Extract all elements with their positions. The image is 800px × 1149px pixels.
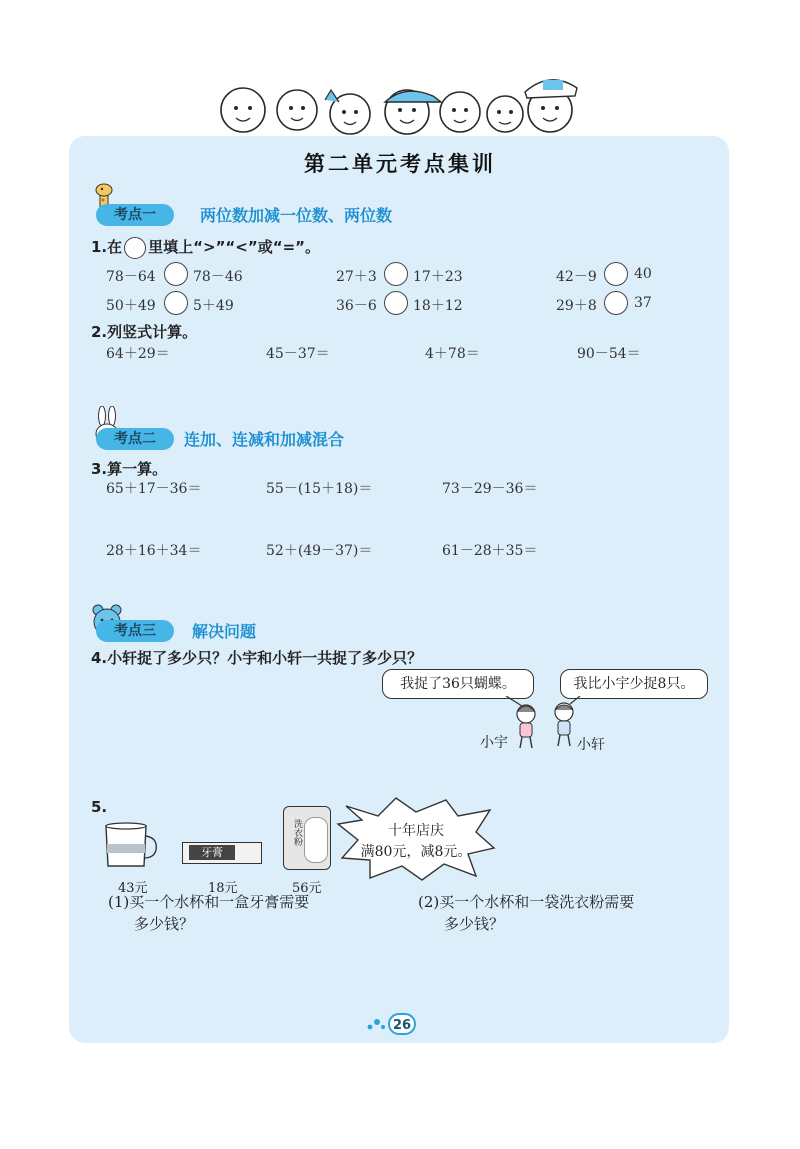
question-4: 4.小轩捉了多少只？小宇和小轩一共捉了多少只？ bbox=[91, 649, 423, 667]
question-3: 3.算一算。 bbox=[91, 460, 168, 478]
price-detergent: 56元 bbox=[292, 881, 322, 896]
page-number-dots-icon bbox=[366, 1016, 386, 1032]
subquestion-2-line-2: 多少钱？ bbox=[444, 915, 505, 933]
vertical-calc-3: 4＋78＝ bbox=[425, 346, 480, 362]
compare-left-3: 42－9 bbox=[556, 269, 597, 285]
answer-circle-3[interactable] bbox=[604, 262, 628, 286]
vertical-calc-1: 64＋29＝ bbox=[106, 346, 170, 362]
mixed-calc-4: 28＋16＋34＝ bbox=[106, 543, 202, 559]
section-header-2 bbox=[66, 424, 446, 454]
answer-circle-6[interactable] bbox=[604, 291, 628, 315]
toothpaste-box-illustration bbox=[182, 842, 262, 864]
price-cup: 43元 bbox=[118, 881, 148, 896]
compare-right-5: 18＋12 bbox=[413, 298, 463, 314]
vertical-calc-2: 45－37＝ bbox=[266, 346, 330, 362]
mixed-calc-6: 61－28＋35＝ bbox=[442, 543, 538, 559]
toothpaste-box-label: 牙膏 bbox=[189, 845, 235, 860]
compare-right-4: 5＋49 bbox=[193, 298, 234, 314]
section-header-1 bbox=[66, 200, 446, 230]
badge-kaodian-2: 考点二 bbox=[96, 428, 174, 450]
question-1 bbox=[91, 236, 320, 259]
name-label-xiaoxuan: 小轩 bbox=[577, 737, 605, 753]
detergent-bag-window bbox=[304, 817, 328, 863]
answer-circle-4[interactable] bbox=[164, 291, 188, 315]
mixed-calc-3: 73－29－36＝ bbox=[442, 481, 538, 497]
page-title: 第二单元考点集训 bbox=[304, 152, 496, 176]
compare-right-6: 37 bbox=[634, 295, 652, 311]
compare-left-5: 36－6 bbox=[336, 298, 377, 314]
compare-right-3: 40 bbox=[634, 266, 652, 282]
answer-circle-2[interactable] bbox=[384, 262, 408, 286]
question-1-suffix: 里填上“>”“<”或“=”。 bbox=[148, 238, 320, 256]
section-title-2: 连加、连减和加减混合 bbox=[184, 430, 345, 449]
speech-bubble-xiaoyu: 我捉了36只蝴蝶。 bbox=[382, 669, 534, 699]
subquestion-1-line-1: (1)买一个水杯和一盒牙膏需要 bbox=[108, 893, 310, 911]
vertical-calc-4: 90－54＝ bbox=[577, 346, 641, 362]
children-header-illustration bbox=[205, 62, 585, 142]
badge-kaodian-3: 考点三 bbox=[96, 620, 174, 642]
section-title-3: 解决问题 bbox=[192, 622, 257, 641]
promo-line-1: 十年店庆 bbox=[388, 823, 444, 839]
name-label-xiaoyu: 小宇 bbox=[480, 735, 508, 751]
compare-left-6: 29＋8 bbox=[556, 298, 597, 314]
compare-left-1: 78－64 bbox=[106, 269, 156, 285]
mixed-calc-1: 65＋17－36＝ bbox=[106, 481, 202, 497]
question-2: 2.列竖式计算。 bbox=[91, 323, 198, 341]
speech-bubble-xiaoxuan: 我比小宇少捉8只。 bbox=[560, 669, 708, 699]
question-1-prefix: 1.在 bbox=[91, 238, 123, 256]
compare-right-1: 78－46 bbox=[193, 269, 243, 285]
mixed-calc-5: 52＋(49－37)＝ bbox=[266, 543, 373, 559]
question-5: 5. bbox=[91, 798, 108, 816]
detergent-bag-label: 洗衣粉 bbox=[292, 819, 302, 846]
promo-line-2: 满80元，减8元。 bbox=[360, 844, 472, 860]
compare-left-2: 27＋3 bbox=[336, 269, 377, 285]
price-toothpaste: 18元 bbox=[208, 881, 238, 896]
answer-circle-1[interactable] bbox=[164, 262, 188, 286]
section-title-1: 两位数加减一位数、两位数 bbox=[200, 206, 393, 225]
subquestion-1-line-2: 多少钱？ bbox=[134, 915, 195, 933]
compare-left-4: 50＋49 bbox=[106, 298, 156, 314]
mixed-calc-2: 55－(15＋18)＝ bbox=[266, 481, 373, 497]
section-header-3 bbox=[66, 616, 446, 646]
subquestion-2-line-1: (2)买一个水杯和一袋洗衣粉需要 bbox=[418, 893, 635, 911]
compare-right-2: 17＋23 bbox=[413, 269, 463, 285]
page-number: 26 bbox=[388, 1013, 416, 1035]
answer-circle-5[interactable] bbox=[384, 291, 408, 315]
detergent-bag-illustration bbox=[283, 806, 331, 870]
answer-circle-sample bbox=[124, 237, 146, 259]
water-cup-illustration bbox=[104, 822, 160, 870]
badge-kaodian-1: 考点一 bbox=[96, 204, 174, 226]
